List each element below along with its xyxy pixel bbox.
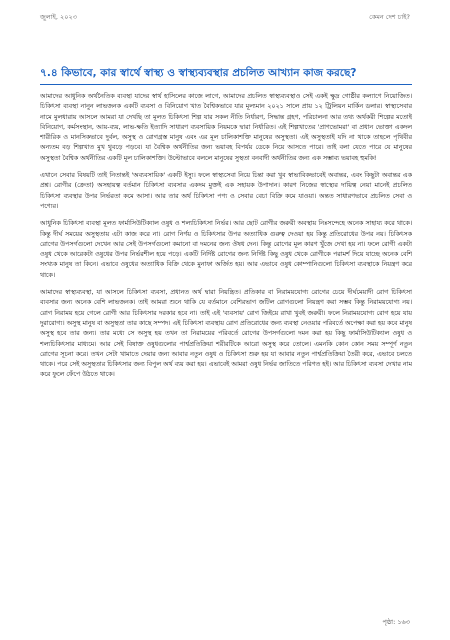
header-book-title: কেমন দেশ চাই? [369, 13, 410, 21]
running-header [40, 12, 410, 24]
title-underline [40, 84, 412, 85]
paragraph-2: এখানে সেবার বিষয়টি তাই নিতান্তই 'অব্যবসায়িক' একটি ইস্যু। ফলে স্বাস্থ্যসেবা নিয়ে চিন্তা করা খুব স্বাভাবিকভাবেই অবান্তর, এবং কিছুটা অবান্তর এক প্রশ্ন। রোগীর (ক্রেতা) অসহায়ত্ব বর্তমান চিকিৎসা ব্যবসার একদম মুক্তই এক সহায়ক উপাদান। কারণ নিজের স্বাস্থ্যের দায়িত্ব নেয়া মানেই প্রচলিত চিকিৎসা ব্যবস্থার উপর নির্ভরতা কমে আসা। আর তার অর্থ চিকিৎসা পণ্য ও সেবার বেচা বিক্রি কমে যাওয়া। অন্তত সাধারণভাবে প্রচলিত সেবা ও পণ্যের। [40, 172, 412, 210]
header-date: জুলাই, ২০২৩ [40, 13, 77, 21]
paragraph-1: আমাদের আধুনিক অর্থনৈতিক ব্যবস্থা যাদের স্বার্থ হাসিলের কাজে লাগে, আমাদের প্রচলিত স্বাস্থ্যব্যবস্থাও সেই একই ক্ষুদ্র গোষ্ঠীর কল্যাণে নিয়োজিত। চিকিৎসা ব্যবস্থা নানুন লাভজনক একটি ব্যবসা ও বিনিয়োগ খাত বৈশ্বিকভাবে যার মূল্যমান ২০২১ সালে প্রায় ১২ ট্রিলিয়ন মার্কিন ডলার। স্বাস্থ্যসেবার নামে মুলধারায় আসলে আমরা যা দেখছি তা মূলত চিকিৎসা শিল্প যার সকল নীতি নির্ধারণ, সিদ্ধান্ত গ্রহণ, পরিচালনা আর তথ্য অর্থকরী শিল্পের মতোই বিনিয়োগ, কর্মসংস্থান, আয়-ব্যয়, লাভ-ক্ষতি ইত্যাদি সাধারণ ব্যবসায়িক নিয়মকে দ্বারা নির্ধারিত। এই শিল্পখাতের 'প্রাণভোমরা' বা প্রধান ভোক্তা একদল শারীরিক ও মানসিকভাবে দুর্বল, অসুস্থ ও রোগগ্রস্ত মানুষ এবং এর মূল চালিকাশক্তি মানুষের অসুস্থতা। এই অসুস্থতাই যদি না থাকে তাহলে পৃথিবীর অন্যতম বড় শিল্পখাত মুখ থুবড়ে পড়বে। যা বৈশ্বিক অর্থনীতির জন্য ভয়াবহ বিপর্যয় ডেকে নিয়ে আসতে পারে। তাই বলা যেতে পারে যে মানুষের অসুস্থতা বৈশ্বিক অর্থনীতির একটি মূল চালিকাশক্তি। উল্টোভাবে বললে মানুষের সুস্থতা বনবাদী অর্থনীতির জন্য এক সম্ভাব্য ভয়াবহ হুমকি! [40, 93, 412, 162]
page-number: পৃষ্ঠা: ১৬৩ [382, 618, 410, 626]
article-body [40, 92, 412, 610]
section-title: ৭.৪ কিভাবে, কার স্বার্থে স্বাস্থ্য ও স্বাস্থ্যব্যবস্থার প্রচলিত আখ্যান কাজ করছে? [40, 67, 357, 79]
paragraph-4: আমাদের স্বাস্থ্যব্যবস্থা, যা আসলে চিকিৎসা ব্যবসা, প্রধানত অর্থ দ্বারা নিয়ন্ত্রিত। প্রতিকার বা নিরাময়যোগ্য রোগের চেয়ে দীর্ঘমেয়াদী রোগ চিকিৎসা ব্যবসার জন্য অনেক বেশি লাভজনক। তাই আমরা শুনে থাকি যে বর্তমানে বেশিরভাগ জটিল রোগগুলো নিয়ন্ত্রণ করা সম্ভব কিন্তু নিরাময়যোগ্য নয়। রোগ নিরাময় হয়ে গেলে রোগী আর চিকিৎসার দরকার হবে না। তাই এই 'ব্যবসায়' রোগ জিইয়ে রাখা খুবই জরুরী। ফলে নিরাময়যোগ্য রোগ হয়ে যায় দুরারোগ্য। অসুস্থ মানুষ বা অসুস্থতা তার কাছে সম্পদ। এই চিকিৎসা ব্যবস্থায় রোগ প্রতিরোধের জন্য ব্যবস্থা নেওয়ার পরিবর্তে অপেক্ষা করা হয় কবে মানুষ অসুস্থ হবে তার জন্য। তার মধ্যে সে অসুস্থ হয় তখন তা নিরাময়ের পরিবর্তে রোগের উপসর্গগুলো দমন করা হয় কিছু ফার্মাসিউটিক্যাল ওষুধ ও শল্যচিকিৎসার মাধ্যমে। আর সেই বিষাক্ত ওষুধগুলোর পার্শ্বপ্রতিক্রিয়া শরীরটিকে আরো অসুস্থ করে তোলে। এমনকি কোন কোন সময় সম্পূর্ণ নতুন রোগের সূচনা করে। তখন সেটা খামাতে দেয়ার জন্য আবার নতুন ওষুধ ও চিকিৎসা শুরু হয় যা আবার নতুন পার্শ্বপ্রতিক্রিয়া তৈরী করে, এভাবে চলতে থাকে। পরে সেই অসুস্থতার চিকিৎসার জন্য বিপুল অর্থ ব্যয় করা হয়। এভাবেই আমরা ওষুধ নির্ভর জাতিতে পরিণত হই। আর চিকিৎসা ব্যবসা দেখার নাম করে ফুলে ফেঁপে উঠতে থাকে। [40, 289, 412, 379]
paragraph-3: আধুনিক চিকিৎসা ব্যবস্থা মূলত ফার্মাসিউটিক্যাল ওষুধ ও শল্যচিকিৎসা নির্ভর। আর ছোট রোগীর জরুরী অবস্থায় নিঃসন্দেহে অনেক সাহায্য করে থাকে। কিন্তু দীর্ঘ সময়ের অসুস্থতায় এটা কাজ করে না। রোগ নির্ণয় ও চিকিৎসার উপর অত্যাধিক গুরুত্ব দেওয়া হয় কিন্তু প্রতিরোধের উপর নয়। চিকিৎসক রোগের উপসর্গগুলো দেখেন আর সেই উপসর্গগুলো কমানো বা দমনের জন্য ঔষধ দেন। কিন্তু রোগের মূল কারণ খুঁজে দেখা হয় না। ফলে রোগী একটা ওষুধ থেকে আরেকটা ওষুধের উপর নির্ভরশীল হয়ে পড়ে। একটি নির্দিষ্ট রোগের জন্য নির্দিষ্ট কিছু ওষুধ থেকে রোগীকে পরামর্শ দিয়ে যাচ্ছে অনেক বেশি সংখ্যক মানুষ তা কিনে। এভাবে ওষুধের অত্যাধিক বিক্রি থেকে মুনাফা অর্জিত হয়। আর এভাবে ওষুধ কোম্পানিগুলো চিকিৎসা ব্যবস্থাকে নিয়ন্ত্রণ করে থাকে। [40, 220, 412, 279]
